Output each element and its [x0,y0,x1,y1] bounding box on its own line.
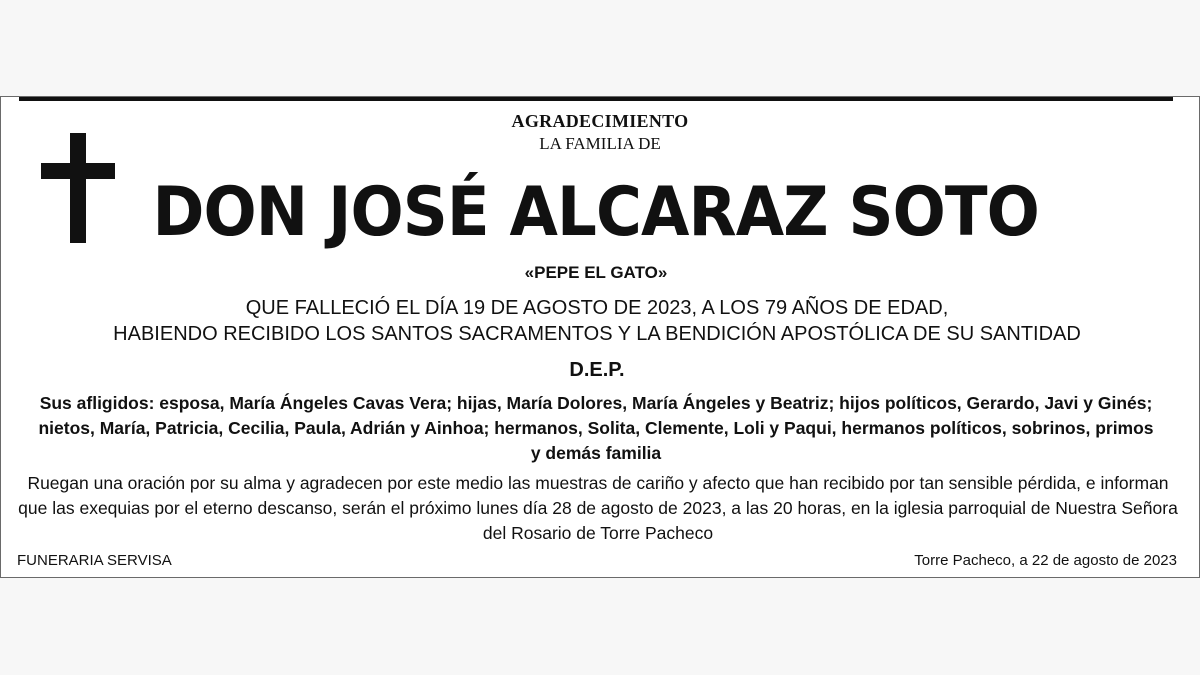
relatives-line: Sus afligidos: esposa, María Ángeles Cavas Vera; hijas, María Dolores, María Ángeles y Beatriz; hijos políticos, Gerardo, Javi y Ginés; [39,393,1153,413]
prayer-text [15,471,1181,546]
place-date: Torre Pacheco, a 22 de agosto de 2023 [914,552,1177,569]
prayer-line: Ruegan una oración por su alma y agradecen por este medio las muestras de cariño y afecto que han recibido por tan sensible pérdida, e informan [27,473,1169,493]
death-statement [1,295,1193,347]
relatives-line: nietos, María, Patricia, Cecilia, Paula, Adrián y Ainhoa; hermanos, Solita, Clemente, Loli y Paqui, hermanos políticos, sobrinos, primos [38,418,1154,438]
top-rule [19,97,1173,101]
prayer-line: que las exequias por el eterno descanso, serán el próximo lunes día 28 de agosto de 2023, a las 20 horas, en la iglesia parroquial de Nuestra Señora [18,498,1178,518]
dep-label: D.E.P. [569,359,625,381]
notice-subheading: LA FAMILIA DE [539,134,661,153]
death-line: QUE FALLECIÓ EL DÍA 19 DE AGOSTO DE 2023, A LOS 79 AÑOS DE EDAD, [245,297,949,319]
deceased-nickname: «PEPE EL GATO» [524,263,668,282]
deceased-name-text: DON JOSÉ ALCARAZ SOTO [152,173,1040,252]
funeral-home: FUNERARIA SERVISA [17,552,172,569]
prayer-line: del Rosario de Torre Pacheco [482,523,714,543]
obituary-notice [0,96,1200,578]
death-line: HABIENDO RECIBIDO LOS SANTOS SACRAMENTOS Y LA BENDICIÓN APOSTÓLICA DE SU SANTIDAD [113,323,1081,345]
relatives-line: y demás familia [530,443,662,463]
relatives-list [11,391,1181,466]
deceased-name [1,163,1191,263]
notice-heading: AGRADECIMIENTO [511,111,689,131]
